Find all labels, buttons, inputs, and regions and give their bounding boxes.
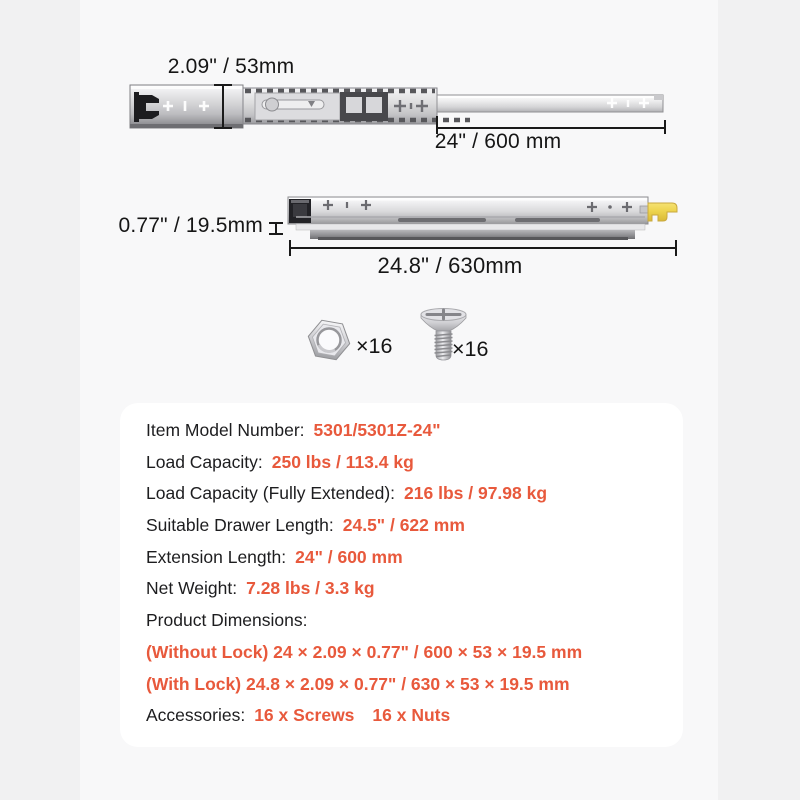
- specifications-panel: [120, 403, 683, 747]
- spec-value: 5301/5301Z-24": [313, 420, 441, 440]
- spec-label: Extension Length:: [146, 546, 287, 567]
- spec-label: Net Weight:: [146, 578, 238, 599]
- spec-value: 7.28 lbs / 3.3 kg: [246, 578, 375, 599]
- nut-icon: [305, 318, 353, 361]
- spec-value: 216 lbs / 97.98 kg: [404, 483, 548, 504]
- screw-count-label: ×16: [452, 337, 489, 361]
- spec-row-load-capacity: [146, 447, 663, 479]
- spec-row-load-capacity-extended: [146, 478, 663, 510]
- extended-drawer-slide-illustration: [100, 70, 680, 165]
- spec-value: 16 x Screws: [254, 705, 355, 726]
- dimension-label-slide-width: 2.09" / 53mm: [167, 55, 295, 78]
- spec-label: Load Capacity:: [146, 451, 263, 472]
- spec-row-model: [146, 415, 663, 447]
- dimension-label-overall-length: 24.8" / 630mm: [377, 253, 523, 278]
- spec-label: Load Capacity (Fully Extended):: [146, 483, 396, 504]
- spec-label: Item Model Number:: [146, 420, 305, 440]
- spec-label: Suitable Drawer Length:: [146, 515, 334, 536]
- spec-row-drawer-length: [146, 510, 663, 542]
- spec-row-extension-length: [146, 542, 663, 574]
- spec-value: (With Lock) 24.8 × 2.09 × 0.77" / 630 × 53 × 19.5 mm: [146, 673, 570, 694]
- dimension-label-extension-length: 24" / 600 mm: [434, 130, 562, 153]
- dimension-label-slide-height: 0.77" / 19.5mm: [118, 214, 263, 237]
- spec-value: 250 lbs / 113.4 kg: [271, 451, 414, 472]
- spec-label: Accessories:: [146, 705, 246, 726]
- spec-value: (Without Lock) 24 × 2.09 × 0.77" / 600 × 53 × 19.5 mm: [146, 641, 583, 662]
- spec-row-accessories: [146, 700, 663, 732]
- spec-value: 24.5" / 622 mm: [342, 515, 465, 536]
- spec-row-dimensions-with-lock: [146, 669, 663, 701]
- spec-row-dimensions-without-lock: [146, 637, 663, 669]
- spec-row-product-dimensions: [146, 605, 663, 637]
- spec-value: 24" / 600 mm: [295, 546, 403, 567]
- spec-row-net-weight: [146, 573, 663, 605]
- spec-value: 16 x Nuts: [372, 705, 451, 726]
- nut-count-label: ×16: [356, 334, 393, 358]
- spec-label: Product Dimensions:: [146, 610, 308, 631]
